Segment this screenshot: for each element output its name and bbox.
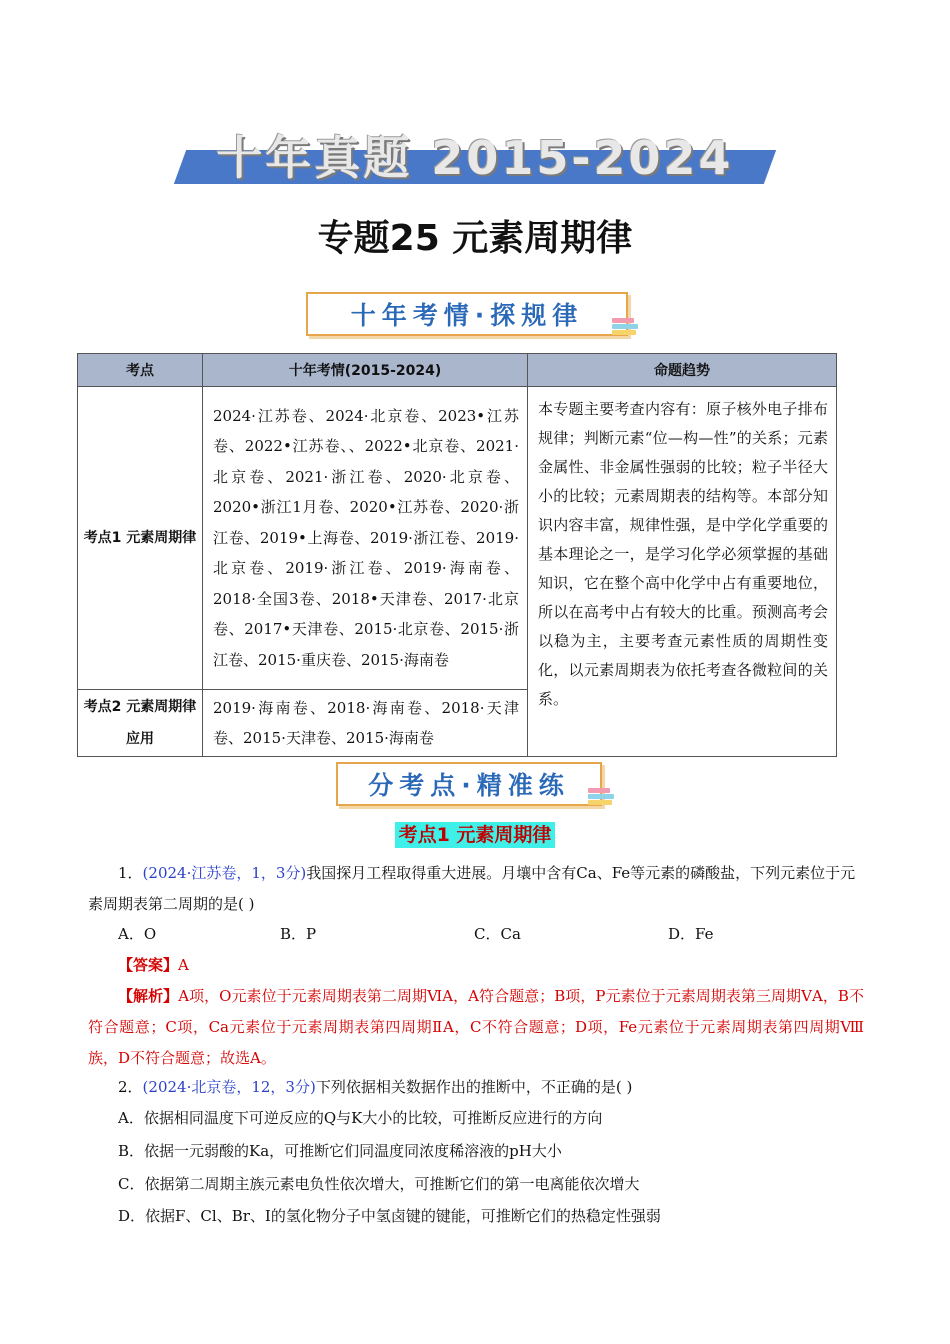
option: A．O bbox=[118, 925, 157, 943]
analysis-text: A项，O元素位于元素周期表第二周期ⅥA，A符合题意；B项，P元素位于元素周期表第三周期ⅤA，B不符合题意；C项，Ca元素位于元素周期表第四周期ⅡA，C不符合题意；D项，Fe元素位于元素周期表第四周期Ⅷ族，D不符合题意；故选A。 bbox=[88, 987, 864, 1067]
question-1 bbox=[88, 858, 864, 920]
option: A．依据相同温度下可逆反应的Q与K大小的比较，可推断反应进行的方向 bbox=[118, 1109, 603, 1127]
table-cell-point: 考点1 元素周期律 bbox=[78, 387, 203, 690]
option: D．Fe bbox=[668, 925, 714, 943]
table-cell-point: 考点2 元素周期律应用 bbox=[78, 690, 203, 757]
section-heading bbox=[0, 820, 950, 847]
exam-table bbox=[77, 353, 837, 757]
option: C．依据第二周期主族元素电负性依次增大，可推断它们的第一电离能依次增大 bbox=[118, 1175, 640, 1193]
question-number: 1． bbox=[118, 864, 143, 882]
page-title: 专题25 元素周期律 bbox=[317, 218, 633, 259]
question-number: 2． bbox=[118, 1078, 143, 1096]
option: B．P bbox=[280, 925, 317, 943]
analysis-label: 【解析】 bbox=[118, 987, 179, 1005]
answer bbox=[88, 950, 864, 981]
table-cell-trend: 本专题主要考查内容有：原子核外电子排布规律；判断元素“位—构—性”的关系；元素金属性、非金属性强弱的比较；粒子半径大小的比较；元素周期表的结构等。本部分知识内容丰富，规律性强，是中学化学重要的基本理论之一，是学习化学必须掌握的基础知识，它在整个高中化学中占有重要地位，所以在高考中占有较大的比重。预测高考会以稳为主，主要考查元素性质的周期性变化，以元素周期表为依托考查各微粒间的关系。 bbox=[528, 387, 837, 757]
question-2 bbox=[88, 1072, 864, 1103]
banner bbox=[180, 122, 770, 184]
books-icon bbox=[612, 318, 638, 336]
banner-title: 十年真题 2015-2024 bbox=[216, 131, 734, 185]
answer-value: A bbox=[178, 956, 189, 974]
section-label-practice-text: 分考点·精准练 bbox=[368, 771, 570, 800]
question-stem: 我国探月工程取得重大进展。月壤中含有Ca、Fe等元素的磷酸盐，下列元素位于元素周期表第二周期的是( ) bbox=[88, 864, 856, 913]
books-icon bbox=[588, 788, 614, 806]
section-heading-text: 考点1 元素周期律 bbox=[395, 822, 556, 848]
table-header: 命题趋势 bbox=[528, 354, 837, 387]
option: B．依据一元弱酸的Ka，可推断它们同温度同浓度稀溶液的pH大小 bbox=[118, 1142, 562, 1160]
table-header: 考点 bbox=[78, 354, 203, 387]
analysis bbox=[88, 981, 864, 1074]
table-header-row bbox=[78, 354, 837, 387]
section-label-practice bbox=[336, 762, 602, 806]
section-label-trends-text: 十年考情·探规律 bbox=[350, 301, 584, 330]
table-header: 十年考情(2015-2024) bbox=[203, 354, 528, 387]
table-row bbox=[78, 387, 837, 690]
question-source: (2024·北京卷，12，3分) bbox=[142, 1078, 316, 1096]
question-stem: 下列依据相关数据作出的推断中，不正确的是( ) bbox=[315, 1078, 633, 1096]
table-cell-history: 2019·海南卷、2018·海南卷、2018·天津卷、2015·天津卷、2015·海南卷 bbox=[203, 690, 528, 757]
question-source: (2024·江苏卷，1，3分) bbox=[142, 864, 307, 882]
answer-label: 【答案】 bbox=[118, 956, 179, 974]
option: C．Ca bbox=[474, 925, 521, 943]
table-cell-history: 2024·江苏卷、2024·北京卷、2023•江苏卷、2022•江苏卷、、2022•北京卷、2021·北京卷、2021·浙江卷、2020·北京卷、2020•浙江1月卷、2020•江苏卷、2020·浙江卷、2019•上海卷、2019·浙江卷、2019·北京卷、2019·浙江卷、2019·海南卷、2018·全国3卷、2018•天津卷、2017·北京卷、2017•天津卷、2015·北京卷、2015·浙江卷、2015·重庆卷、2015·海南卷 bbox=[203, 387, 528, 690]
section-label-trends bbox=[306, 292, 628, 336]
option: D．依据F、Cl、Br、I的氢化物分子中氢卤键的键能，可推断它们的热稳定性强弱 bbox=[118, 1207, 661, 1225]
